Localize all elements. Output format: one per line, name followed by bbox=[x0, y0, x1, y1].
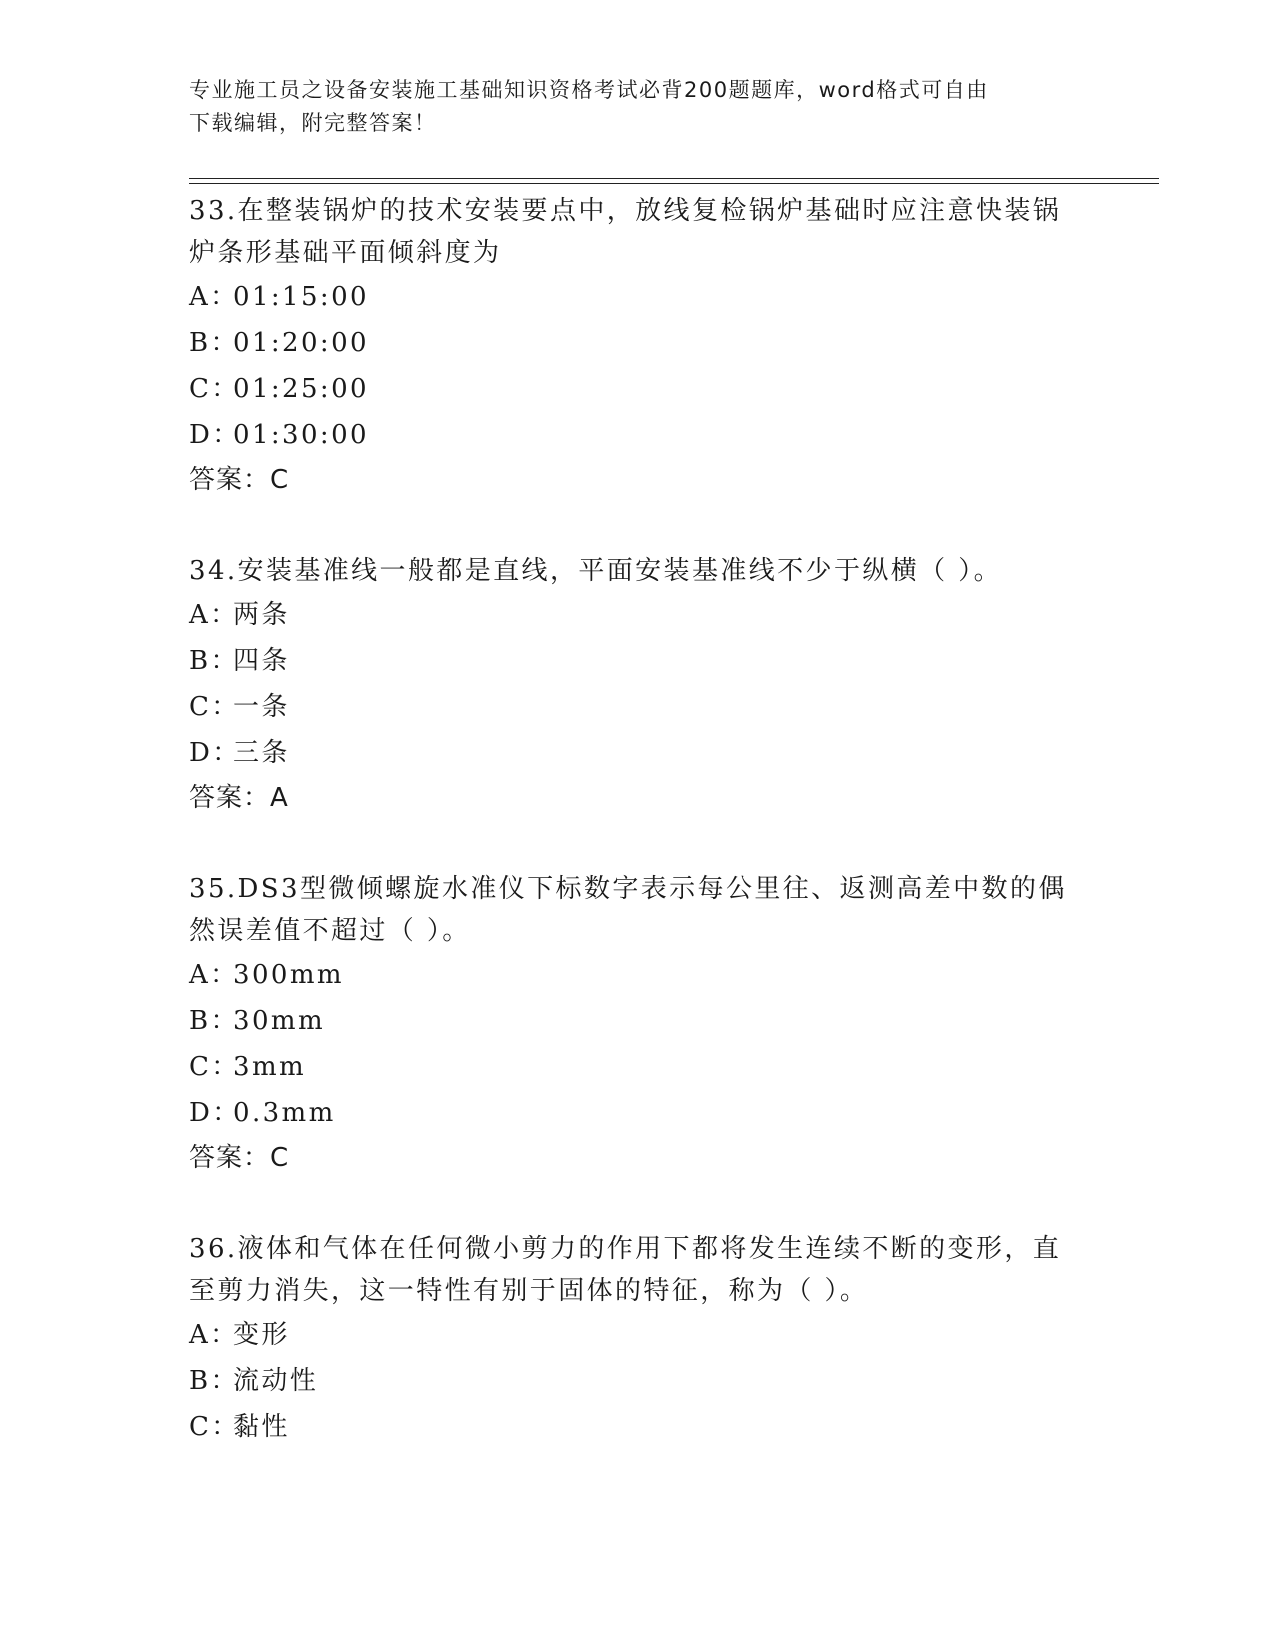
option-letter: A： bbox=[189, 1320, 239, 1350]
option-c bbox=[189, 684, 1089, 730]
option-c bbox=[189, 366, 1089, 412]
answer-line: 答案：C bbox=[189, 1143, 290, 1173]
option-text: 四条 bbox=[233, 646, 290, 676]
question-text: 33.在整装锅炉的技术安装要点中，放线复检锅炉基础时应注意快装锅炉条形基础平面倾斜度为 bbox=[189, 196, 1062, 268]
option-letter: D： bbox=[189, 420, 241, 450]
option-letter: A： bbox=[189, 600, 239, 630]
option-text: 三条 bbox=[233, 738, 290, 768]
option-d bbox=[189, 1090, 1089, 1136]
option-b bbox=[189, 638, 1089, 684]
header-line-1: 专业施工员之设备安装施工基础知识资格考试必背200题题库，word格式可自由 bbox=[189, 78, 989, 102]
option-text: 01:15:00 bbox=[233, 282, 369, 312]
option-letter: D： bbox=[189, 1098, 241, 1128]
option-letter: B： bbox=[189, 1006, 239, 1036]
option-c bbox=[189, 1404, 1089, 1450]
header-divider-top bbox=[189, 178, 1159, 179]
option-letter: B： bbox=[189, 646, 239, 676]
question-36 bbox=[189, 1226, 1089, 1450]
option-letter: B： bbox=[189, 1366, 239, 1396]
question-35 bbox=[189, 866, 1089, 1180]
option-d bbox=[189, 412, 1089, 458]
option-text: 两条 bbox=[233, 600, 290, 630]
header-line-2: 下载编辑，附完整答案！ bbox=[189, 111, 437, 135]
option-b bbox=[189, 320, 1089, 366]
option-a bbox=[189, 1312, 1089, 1358]
option-text: 30mm bbox=[233, 1006, 325, 1036]
question-34 bbox=[189, 548, 1089, 820]
header-divider-bottom bbox=[189, 183, 1159, 184]
option-a bbox=[189, 952, 1089, 998]
option-letter: A： bbox=[189, 282, 239, 312]
option-b bbox=[189, 998, 1089, 1044]
option-text: 一条 bbox=[233, 692, 290, 722]
option-text: 流动性 bbox=[233, 1366, 319, 1396]
option-letter: A： bbox=[189, 960, 239, 990]
option-a bbox=[189, 592, 1089, 638]
option-letter: C： bbox=[189, 1052, 240, 1082]
option-text: 01:30:00 bbox=[233, 420, 369, 450]
option-c bbox=[189, 1044, 1089, 1090]
option-letter: D： bbox=[189, 738, 241, 768]
option-letter: C： bbox=[189, 1412, 240, 1442]
option-text: 300mm bbox=[233, 960, 344, 990]
option-letter: B： bbox=[189, 328, 239, 358]
answer-line: 答案：C bbox=[189, 465, 290, 495]
question-list bbox=[189, 188, 1089, 1496]
option-b bbox=[189, 1358, 1089, 1404]
option-text: 黏性 bbox=[233, 1412, 290, 1442]
answer-line: 答案：A bbox=[189, 783, 289, 813]
option-letter: C： bbox=[189, 692, 240, 722]
option-text: 变形 bbox=[233, 1320, 290, 1350]
option-text: 01:20:00 bbox=[233, 328, 369, 358]
question-text: 36.液体和气体在任何微小剪力的作用下都将发生连续不断的变形，直至剪力消失，这一特性有别于固体的特征，称为（ ）。 bbox=[189, 1234, 1062, 1306]
option-text: 3mm bbox=[233, 1052, 307, 1082]
option-text: 01:25:00 bbox=[233, 374, 369, 404]
question-text: 35.DS3型微倾螺旋水准仪下标数字表示每公里往、返测高差中数的偶然误差值不超过（ ）。 bbox=[189, 874, 1067, 946]
option-letter: C： bbox=[189, 374, 240, 404]
option-d bbox=[189, 730, 1089, 776]
document-header bbox=[189, 74, 1089, 140]
question-33 bbox=[189, 188, 1089, 502]
question-text: 34.安装基准线一般都是直线，平面安装基准线不少于纵横（ ）。 bbox=[189, 556, 1003, 586]
option-a bbox=[189, 274, 1089, 320]
option-text: 0.3mm bbox=[233, 1098, 336, 1128]
